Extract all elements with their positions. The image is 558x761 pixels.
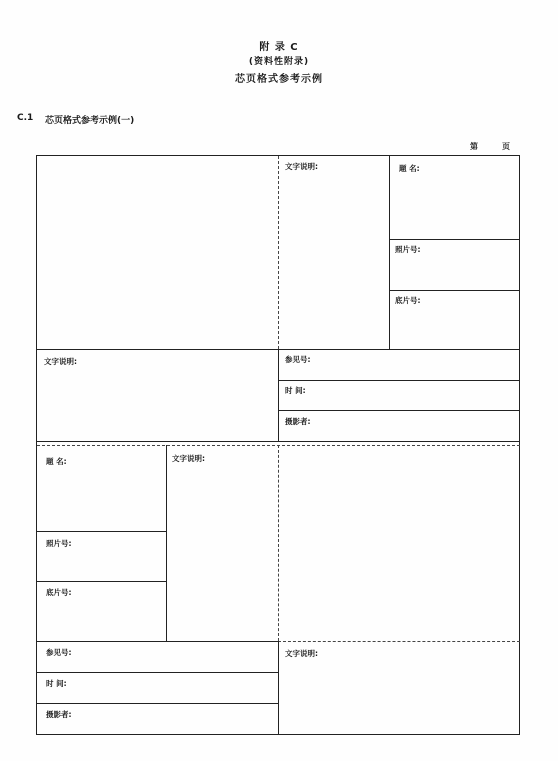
bottom-negative-no-label: 底片号:: [46, 588, 72, 597]
bottom-ref-line: [37, 672, 278, 673]
page-label-left: 第: [470, 142, 478, 151]
top-photo-line: [389, 290, 520, 291]
section-number: C.1: [17, 113, 34, 123]
bottom-time-label: 时 间:: [46, 679, 67, 688]
bottom-photo-no-label: 照片号:: [46, 539, 72, 548]
page-label-right: 页: [502, 142, 510, 151]
section-title: 芯页格式参考示例(一): [45, 116, 135, 126]
top-photo-no-label: 照片号:: [395, 245, 421, 254]
bottom-caption-label: 文字说明:: [172, 454, 205, 463]
bottom-info-bottom-line: [37, 641, 278, 642]
top-meta-divider: [278, 349, 279, 441]
bottom-title-label: 题 名:: [46, 457, 67, 466]
top-caption-label: 文字说明:: [285, 162, 318, 171]
top-ref-line: [278, 380, 520, 381]
appendix-note: (资料性附录): [248, 57, 310, 67]
top-title-line: [389, 239, 520, 240]
bottom-photo-line: [37, 581, 166, 582]
bottom-photographer-label: 摄影者:: [46, 710, 72, 719]
bottom-photo-divider: [278, 445, 279, 641]
page-frame: [36, 155, 520, 735]
top-negative-no-label: 底片号:: [395, 296, 421, 305]
top-time-label: 时 间:: [285, 386, 306, 395]
bottom-caption-label-2: 文字说明:: [285, 649, 318, 658]
bottom-info-divider: [166, 445, 167, 641]
top-photo-divider: [278, 156, 279, 349]
bottom-reference-no-label: 参见号:: [46, 648, 72, 657]
bottom-meta-divider: [278, 641, 279, 735]
top-time-line: [278, 410, 520, 411]
bottom-title-line: [37, 531, 166, 532]
bottom-photo-bottom-line: [278, 641, 520, 642]
appendix-heading: 附 录 C: [259, 42, 299, 53]
top-caption-label-2: 文字说明:: [44, 357, 77, 366]
top-reference-no-label: 参见号:: [285, 355, 311, 364]
top-photographer-label: 摄影者:: [285, 417, 311, 426]
bottom-time-line: [37, 703, 278, 704]
top-title-label: 题 名:: [399, 164, 420, 173]
middle-separator-line: [37, 441, 520, 442]
top-info-divider: [389, 156, 390, 349]
appendix-title: 芯页格式参考示例: [235, 74, 323, 85]
